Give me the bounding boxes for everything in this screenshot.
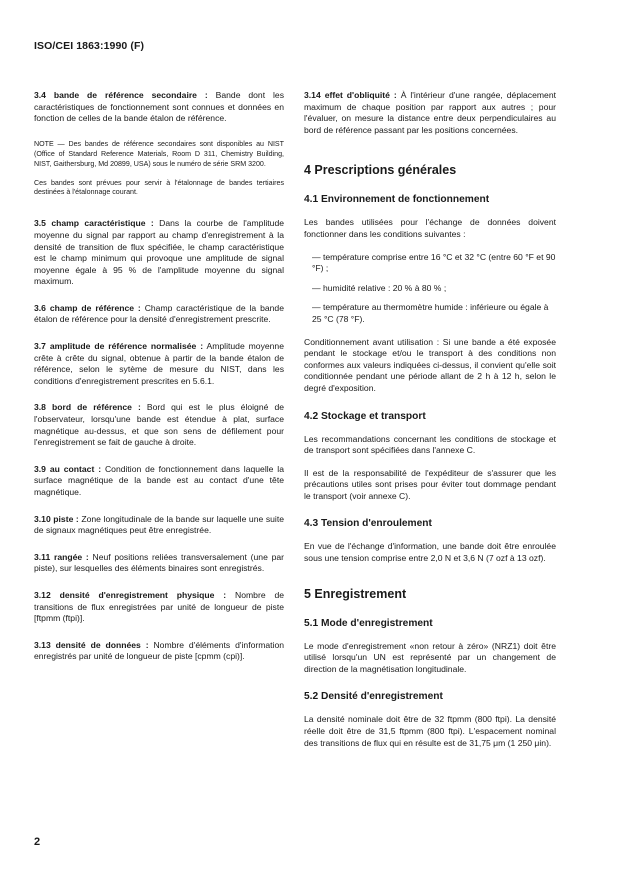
term-3-11: 3.11 rangée : [34,551,89,562]
term-3-6: 3.6 champ de référence : [34,302,141,313]
term-3-10: 3.10 piste : [34,513,79,524]
section-5-2-para-1: La densité nominale doit être de 32 ftpmm (800 ftpi). La densité réelle doit être de 31,5 ftpmm (800 ftpi). L'espacement nominal des transitions de flux qui en résulte est de 31,75 μm (1 250 μin). [304,714,556,748]
text-3-10: Zone longitudinale de la bande sur laquelle une suite de signaux magnétiques peut être enregistrée. [34,513,284,536]
text-3-14: À l'intérieur d'une rangée, déplacement maximum de chaque position par rapport aux autres ; pour l'évaluer, on mesure la distance entre deux perpendiculaires au bord de référence passant par les positions concernées. [304,90,556,135]
section-5-1-para-1: Le mode d'enregistrement «non retour à zéro» (NRZ1) doit être utilisé lorsqu'un UN est représenté par un changement de direction de la magnétisation longitudinale. [304,640,556,674]
text-3-8: Bord qui est le plus éloigné de l'observateur, lorsqu'une bande est étendue à plat, surface magnétique au-dessus, et que son sens de défilement pour l'enregistrement se fait de gauche à droite. [34,402,285,448]
section-4-1-heading: 4.1 Environnement de fonctionnement [304,194,490,206]
text-3-4: Bande dont les caractéristiques de fonctionnement sont connues et données en fonction de celles de la bande étalon de référence. [34,90,284,124]
definition-3-8 [34,402,284,448]
section-4-3-para-1: En vue de l'échange d'information, une bande doit être enroulée sous une tension comprise entre 2,0 N et 3,6 N (7 ozf à 13 ozf). [304,541,556,564]
text-3-11: Neuf positions reliées transversalement (une par piste), sur lesquelles des éléments binaires sont enregistrés. [34,551,285,574]
section-4-2-para-2: Il est de la responsabilité de l'expéditeur de s'assurer que les précautions utiles sont prises pour éviter tout dommage pendant le transport (voir annexe C). [304,467,556,501]
term-3-8: 3.8 bord de référence : [34,402,141,413]
definition-3-9 [34,464,284,499]
page-number: 2 [34,836,41,848]
note-nist: NOTE — Des bandes de référence secondaires sont disponibles au NIST (Office of Standard Reference Materials, Room D 311, Chemistry Building, NIST, Gaithersburg, Md 20899, USA) sous le numéro de série SRM 3200. [34,139,284,168]
term-3-12: 3.12 densité d'enregistrement physique : [34,589,227,600]
term-3-9: 3.9 au contact : [34,463,102,474]
text-3-9: Condition de fonctionnement dans laquelle la surface magnétique de la bande est au contact d'une tête magnétique. [34,463,284,497]
definition-3-6 [34,303,284,326]
list-item [304,252,556,275]
section-4-3-heading: 4.3 Tension d'enroulement [304,518,432,530]
section-4-1-intro: Les bandes utilisées pour l'échange de données doivent fonctionner dans les conditions suivantes : [304,217,556,239]
section-4-2-para-1: Les recommandations concernant les conditions de stockage et de transport sont spécifiées dans l'annexe C. [304,433,556,456]
list-item [304,302,556,325]
text-3-12: Nombre de transitions de flux enregistrées par unité de longueur de piste [ftpmm (ftpi)]. [34,589,285,624]
term-3-13: 3.13 densité de données : [34,639,149,650]
text-3-6: Champ caractéristique de la bande étalon de référence pour la densité d'enregistrement prescrite. [34,302,284,325]
section-5-1-heading: 5.1 Mode d'enregistrement [304,617,433,629]
text-3-13: Nombre d'éléments d'information enregistrés par unité de longueur de piste [cpmm (cpi)]. [34,639,285,662]
section-5-2-heading: 5.2 Densité d'enregistrement [304,691,443,703]
text-3-5: Dans la courbe de l'amplitude moyenne du signal par rapport au champ d'enregistrement à la densité de transition de flux spécifiée, le champ caractéristique est le champ minimum qui provoque une amplitude de signal moyenne égale à 95 % de l'amplitude moyenne du signal maximum. [34,218,285,287]
left-column [34,90,284,678]
term-3-7: 3.7 amplitude de référence normalisée : [34,341,204,352]
term-3-5: 3.5 champ caractéristique : [34,218,154,229]
definition-3-12 [34,590,284,625]
definition-3-4 [34,90,284,125]
condition-wet-bulb: — température au thermomètre humide : inférieure ou égale à 25 °C (78 °F). [312,302,549,324]
list-item [304,283,556,295]
environment-conditions-list [304,252,556,326]
definition-3-10 [34,514,284,537]
term-3-4: 3.4 bande de référence secondaire : [34,90,208,100]
definition-3-7 [34,341,284,387]
section-4-heading: 4 Prescriptions générales [304,163,457,178]
condition-temperature: — température comprise entre 16 °C et 32 °C (entre 60 °F et 90 °F) ; [312,251,556,274]
condition-humidity: — humidité relative : 20 % à 80 % ; [312,282,447,293]
section-4-2-heading: 4.2 Stockage et transport [304,410,426,422]
note-tertiary: Ces bandes sont prévues pour servir à l'étalonnage de bandes tertiaires destinées à l'étalonnage courant. [34,178,284,197]
right-column [304,90,556,760]
term-3-14: 3.14 effet d'obliquité : [304,90,397,100]
document-header: ISO/CEI 1863:1990 (F) [34,40,145,52]
section-4-1-conditioning: Conditionnement avant utilisation : Si une bande a été exposée pendant le stockage et/ou le transport à des conditions non conformes aux valeurs indiquées ci-dessus, il convient qu'elle soit conditionnée pendant une période allant de 2 h à 12 h, selon le degré d'exposition. [304,336,556,393]
definition-3-5 [34,218,284,288]
section-5-heading: 5 Enregistrement [304,586,407,601]
text-3-7: Amplitude moyenne crête à crête du signal, obtenue à partir de la bande étalon de référence, selon le sytème de mesure du NIST, dans les conditions d'enregistrement prescrites en 5.6.1. [34,341,284,386]
definition-3-14 [304,90,556,136]
definition-3-11 [34,552,284,575]
definition-3-13 [34,640,284,663]
